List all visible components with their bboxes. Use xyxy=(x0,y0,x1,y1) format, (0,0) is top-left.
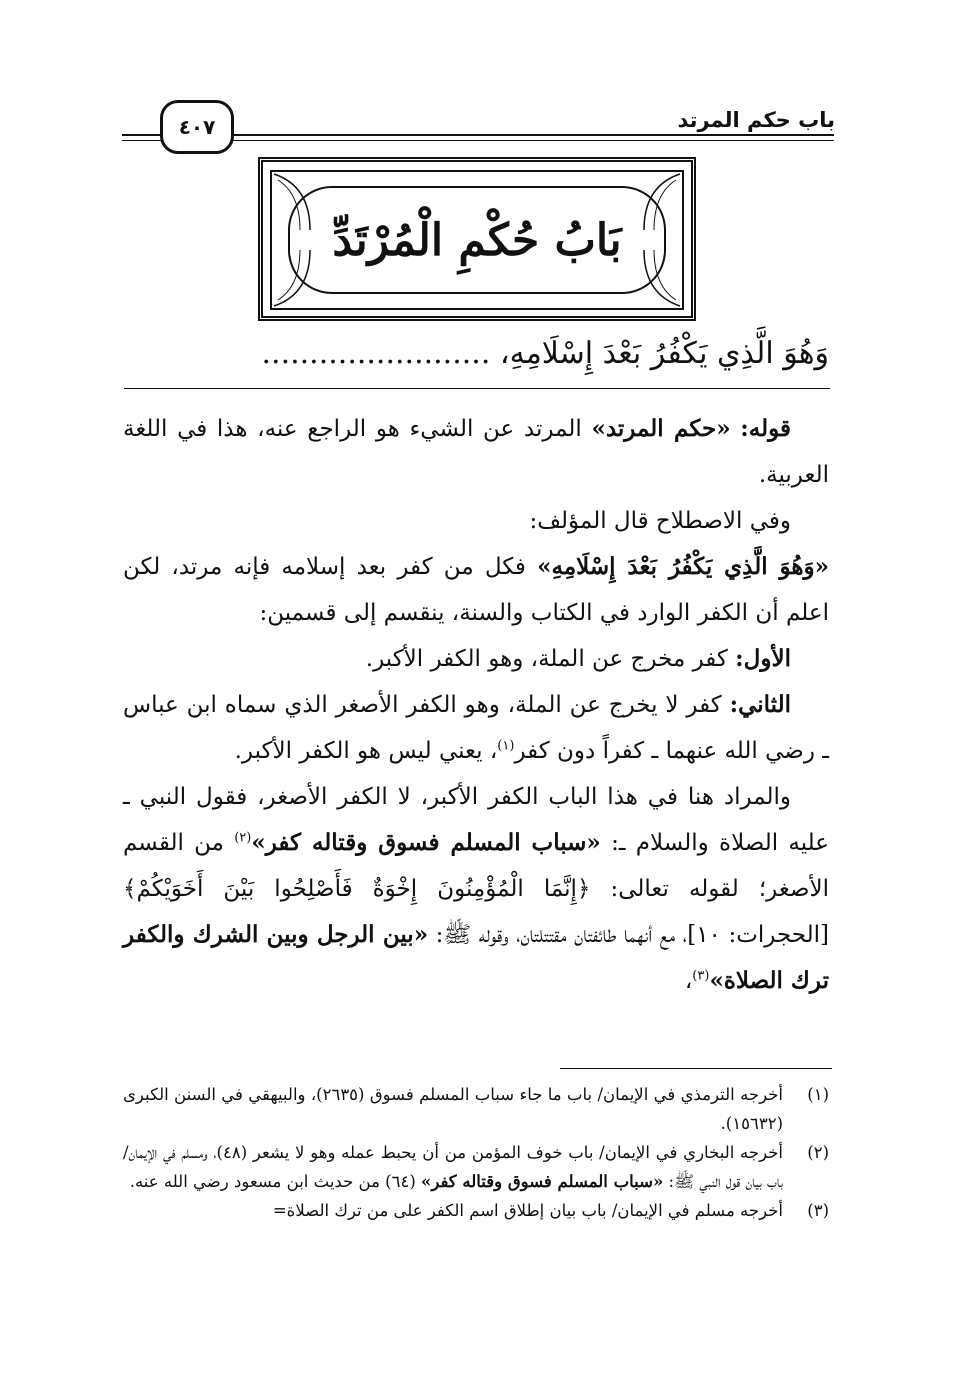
matn-line xyxy=(125,333,829,375)
chapter-title-cartouche xyxy=(288,186,666,294)
footnote-text: أخرجه الترمذي في الإيمان/ باب ما جاء سباب المسلم فسوق (٢٦٣٥)، والبيهقي في السنن الكبرى (١٥٦٣٢). xyxy=(123,1085,783,1133)
commentary-body xyxy=(123,406,829,1004)
paragraph-text: ، يعني ليس هو الكفر الأكبر. xyxy=(234,738,498,764)
quoted-matn: «وَهُوَ الَّذِي يَكْفُرُ بَعْدَ إِسْلَامِهِ» xyxy=(537,553,829,580)
paragraph-6 xyxy=(123,774,829,1004)
paragraph-2 xyxy=(123,498,829,544)
paragraph-text: فكل من كفر بعد إسلامه فإنه مرتد، لكن اعلم أن الكفر الوارد في الكتاب والسنة، ينقسم إلى قسمين: xyxy=(123,554,829,626)
page-number-badge xyxy=(160,100,234,154)
second-category-label: الثاني: xyxy=(729,691,791,718)
matn-dots: ........................ xyxy=(261,336,491,371)
paragraph-text: وفي الاصطلاح قال المؤلف: xyxy=(529,508,791,534)
paragraph-text: من القسم الأصغر؛ لقوله تعالى: xyxy=(123,830,829,902)
footnote-hadith: «سباب المسلم فسوق وقتاله كفر» xyxy=(421,1172,664,1191)
paragraph-5 xyxy=(123,682,829,774)
first-category-label: الأول: xyxy=(735,645,791,672)
footnote-3 xyxy=(123,1196,829,1225)
paragraph-3 xyxy=(123,544,829,636)
footnote-number: (٣) xyxy=(807,1201,829,1220)
page-number: ٤٠٧ xyxy=(178,115,216,139)
footnote-ref-3[interactable]: (٣) xyxy=(692,968,710,984)
footnote-ref-2[interactable]: (٢) xyxy=(234,830,252,846)
paragraph-text: والمراد هنا في هذا الباب الكفر الأكبر، لا الكفر الأصغر، فقول النبي ـ عليه الصلاة والسلام ـ: xyxy=(123,784,830,856)
chapter-title: بَابُ حُكْمِ الْمُرْتَدِّ xyxy=(332,214,622,266)
footnote-number: (٢) xyxy=(807,1143,829,1162)
footnote-separator xyxy=(560,1068,832,1069)
paragraph-text: كفر لا يخرج عن الملة، وهو الكفر الأصغر الذي سماه ابن عباس ـ رضي الله عنهما ـ كفراً دون كفر xyxy=(123,692,829,764)
ayah-source: [الحجرات: ١٠] xyxy=(687,922,830,948)
footnote-text-part: (٦٤) من حديث ابن مسعود رضي الله عنه. xyxy=(129,1172,416,1191)
footnote-1 xyxy=(123,1080,829,1138)
running-header-title: باب حكم المرتد xyxy=(677,108,835,132)
footnotes xyxy=(123,1080,829,1225)
matn-text: وَهُوَ الَّذِي يَكْفُرُ بَعْدَ إِسْلَامِهِ، xyxy=(499,336,829,371)
footnote-number: (١) xyxy=(807,1085,829,1104)
footnote-text xyxy=(123,1138,783,1196)
paragraph-text: كفر مخرج عن الملة، وهو الكفر الأكبر. xyxy=(365,646,728,672)
paragraph-end: ، xyxy=(684,968,693,994)
hadith-quote-2: «بين الرجل وبين الشرك والكفر ترك الصلاة» xyxy=(123,921,829,994)
paragraph-4 xyxy=(123,636,829,682)
paragraph-1 xyxy=(123,406,829,498)
footnote-2 xyxy=(123,1138,829,1196)
quoted-phrase: «حكم المرتد» xyxy=(591,415,731,442)
footnote-text: أخرجه مسلم في الإيمان/ باب بيان إطلاق اسم الكفر على من ترك الصلاة= xyxy=(272,1201,783,1220)
footnote-text-part: أخرجه البخاري في الإيمان/ باب خوف المؤمن من أن يحبط عمله وهو لا يشعر (٤٨)، ومسلم في الإيمان/ باب بيان قول النبي ﷺ: xyxy=(123,1143,783,1191)
paragraph-text: ، مع أنهما طائفتان مقتتلتان، وقوله ﷺ: xyxy=(435,922,688,948)
quran-ayah: ﴿إِنَّمَا الْمُؤْمِنُونَ إِخْوَةٌ فَأَصْلِحُوا بَيْنَ أَخَوَيْكُمْ﴾ xyxy=(123,876,591,902)
qawluhu-label: قوله: xyxy=(740,415,792,442)
matn-separator xyxy=(124,388,830,389)
paragraph-text: المرتد عن الشيء هو الراجع عنه، هذا في اللغة العربية. xyxy=(123,416,829,488)
hadith-quote: «سباب المسلم فسوق وقتاله كفر» xyxy=(251,829,601,856)
footnote-ref-1[interactable]: (١) xyxy=(497,738,515,754)
